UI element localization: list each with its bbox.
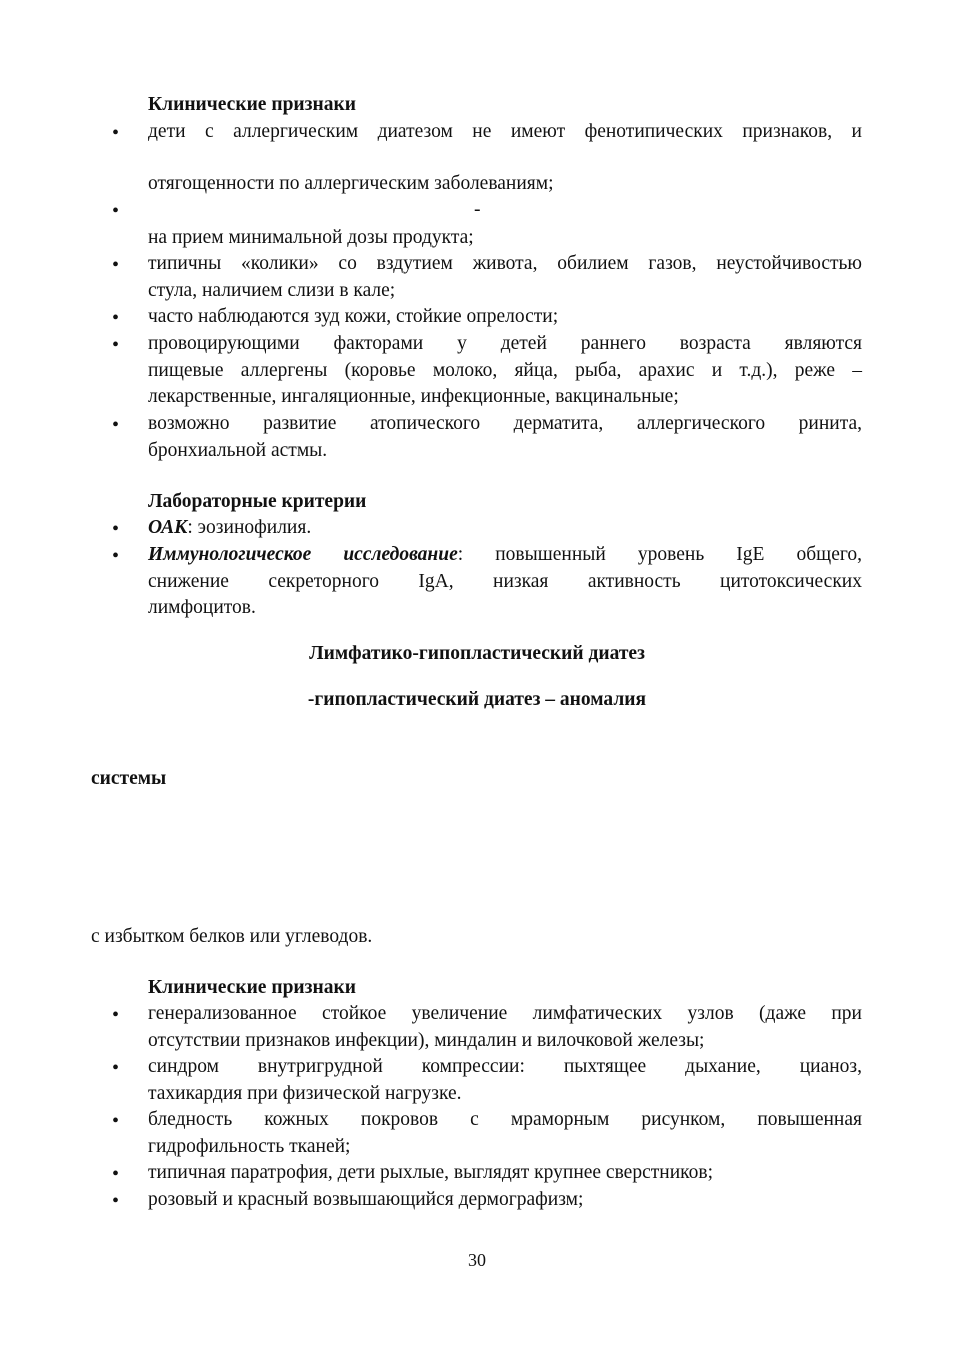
list-item <box>148 1001 862 1054</box>
section-heading-clinical-signs: Клинические признаки <box>148 977 356 998</box>
section-heading-lab-criteria: Лабораторные критерии <box>148 491 367 512</box>
bullet: • <box>112 1190 120 1212</box>
bullet: • <box>112 254 120 276</box>
paragraph-fragment: на прием минимальной дозы продукта; <box>148 227 474 248</box>
list-item <box>148 1160 862 1187</box>
section-subtitle: -гипопластический диатез – аномалия <box>307 689 647 710</box>
bullet: • <box>112 545 120 567</box>
bullet: • <box>112 1163 120 1185</box>
list-item-line: лекарственные, ингаляционные, инфекционные, вакцинальные; <box>148 386 679 407</box>
list-item <box>148 119 862 146</box>
bullet: • <box>112 334 120 356</box>
list-item-line: бледность кожных покровов с мраморным рисунком, повышенная <box>148 1109 862 1130</box>
list-item-line: пищевые аллергены (коровье молоко, яйца, рыба, арахис и т.д.), реже – <box>148 359 862 381</box>
list-item-line: дети с аллергическим диатезом не имеют фенотипических признаков, и <box>148 121 862 142</box>
list-item <box>148 1054 862 1107</box>
list-item-line: генерализованное стойкое увеличение лимфатических узлов (даже при <box>148 1003 862 1024</box>
list-item-line: гидрофильность тканей; <box>148 1135 351 1157</box>
list-item <box>148 304 862 331</box>
bullet: • <box>112 1110 120 1132</box>
bullet: • <box>112 1057 120 1079</box>
term-label: ОАК <box>148 517 188 538</box>
bullet: • <box>112 1004 120 1026</box>
list-item <box>148 1107 862 1160</box>
list-item-line: тахикардия при физической нагрузке. <box>148 1082 462 1104</box>
paragraph-fragment: с избытком белков или углеводов. <box>91 926 373 947</box>
list-item-line: стула, наличием слизи в кале; <box>148 279 396 301</box>
bullet: • <box>112 307 120 329</box>
bullet: • <box>112 122 120 144</box>
list-item-line: розовый и красный возвышающийся дермографизм; <box>148 1189 584 1210</box>
section-title: Лимфатико-гипопластический диатез <box>309 643 645 664</box>
bullet: • <box>112 518 120 540</box>
list-item-line: лимфоцитов. <box>148 597 256 618</box>
paragraph-fragment: системы <box>91 768 167 789</box>
list-item-line: провоцирующими факторами у детей раннего возраста являются <box>148 333 862 354</box>
bullet: • <box>112 200 120 222</box>
list-item-line: типичная паратрофия, дети рыхлые, выглядят крупнее сверстников; <box>148 1162 713 1183</box>
bullet: • <box>112 414 120 436</box>
list-item-line: отсутствии признаков инфекции), миндалин и вилочковой железы; <box>148 1029 705 1051</box>
paragraph-fragment: отягощенности по аллергическим заболеваниям; <box>148 173 554 194</box>
term-text: : эозинофилия. <box>187 517 312 538</box>
list-item <box>148 542 862 622</box>
text-fragment-dash: - <box>474 199 481 220</box>
list-item <box>148 331 862 411</box>
list-item <box>148 1187 862 1214</box>
list-item-line: бронхиальной астмы. <box>148 439 328 461</box>
term-label: Иммунологическое исследование <box>148 544 458 565</box>
list-item <box>148 251 862 304</box>
term-text: : повышенный уровень IgE общего, <box>457 544 862 565</box>
list-item-line: возможно развитие атопического дерматита, аллергического ринита, <box>148 413 862 434</box>
list-item-line: снижение секреторного IgA, низкая активность цитотоксических <box>148 570 862 592</box>
page-number: 30 <box>468 1250 486 1270</box>
list-item-line: синдром внутригрудной компрессии: пыхтящее дыхание, цианоз, <box>148 1056 862 1077</box>
list-item-line <box>148 542 862 569</box>
list-item <box>148 411 862 464</box>
section-heading-clinical-signs: Клинические признаки <box>148 94 356 115</box>
list-item-line: часто наблюдаются зуд кожи, стойкие опрелости; <box>148 306 559 327</box>
list-item <box>148 515 311 541</box>
list-item-line: типичны «колики» со вздутием живота, обилием газов, неустойчивостью <box>148 253 862 274</box>
